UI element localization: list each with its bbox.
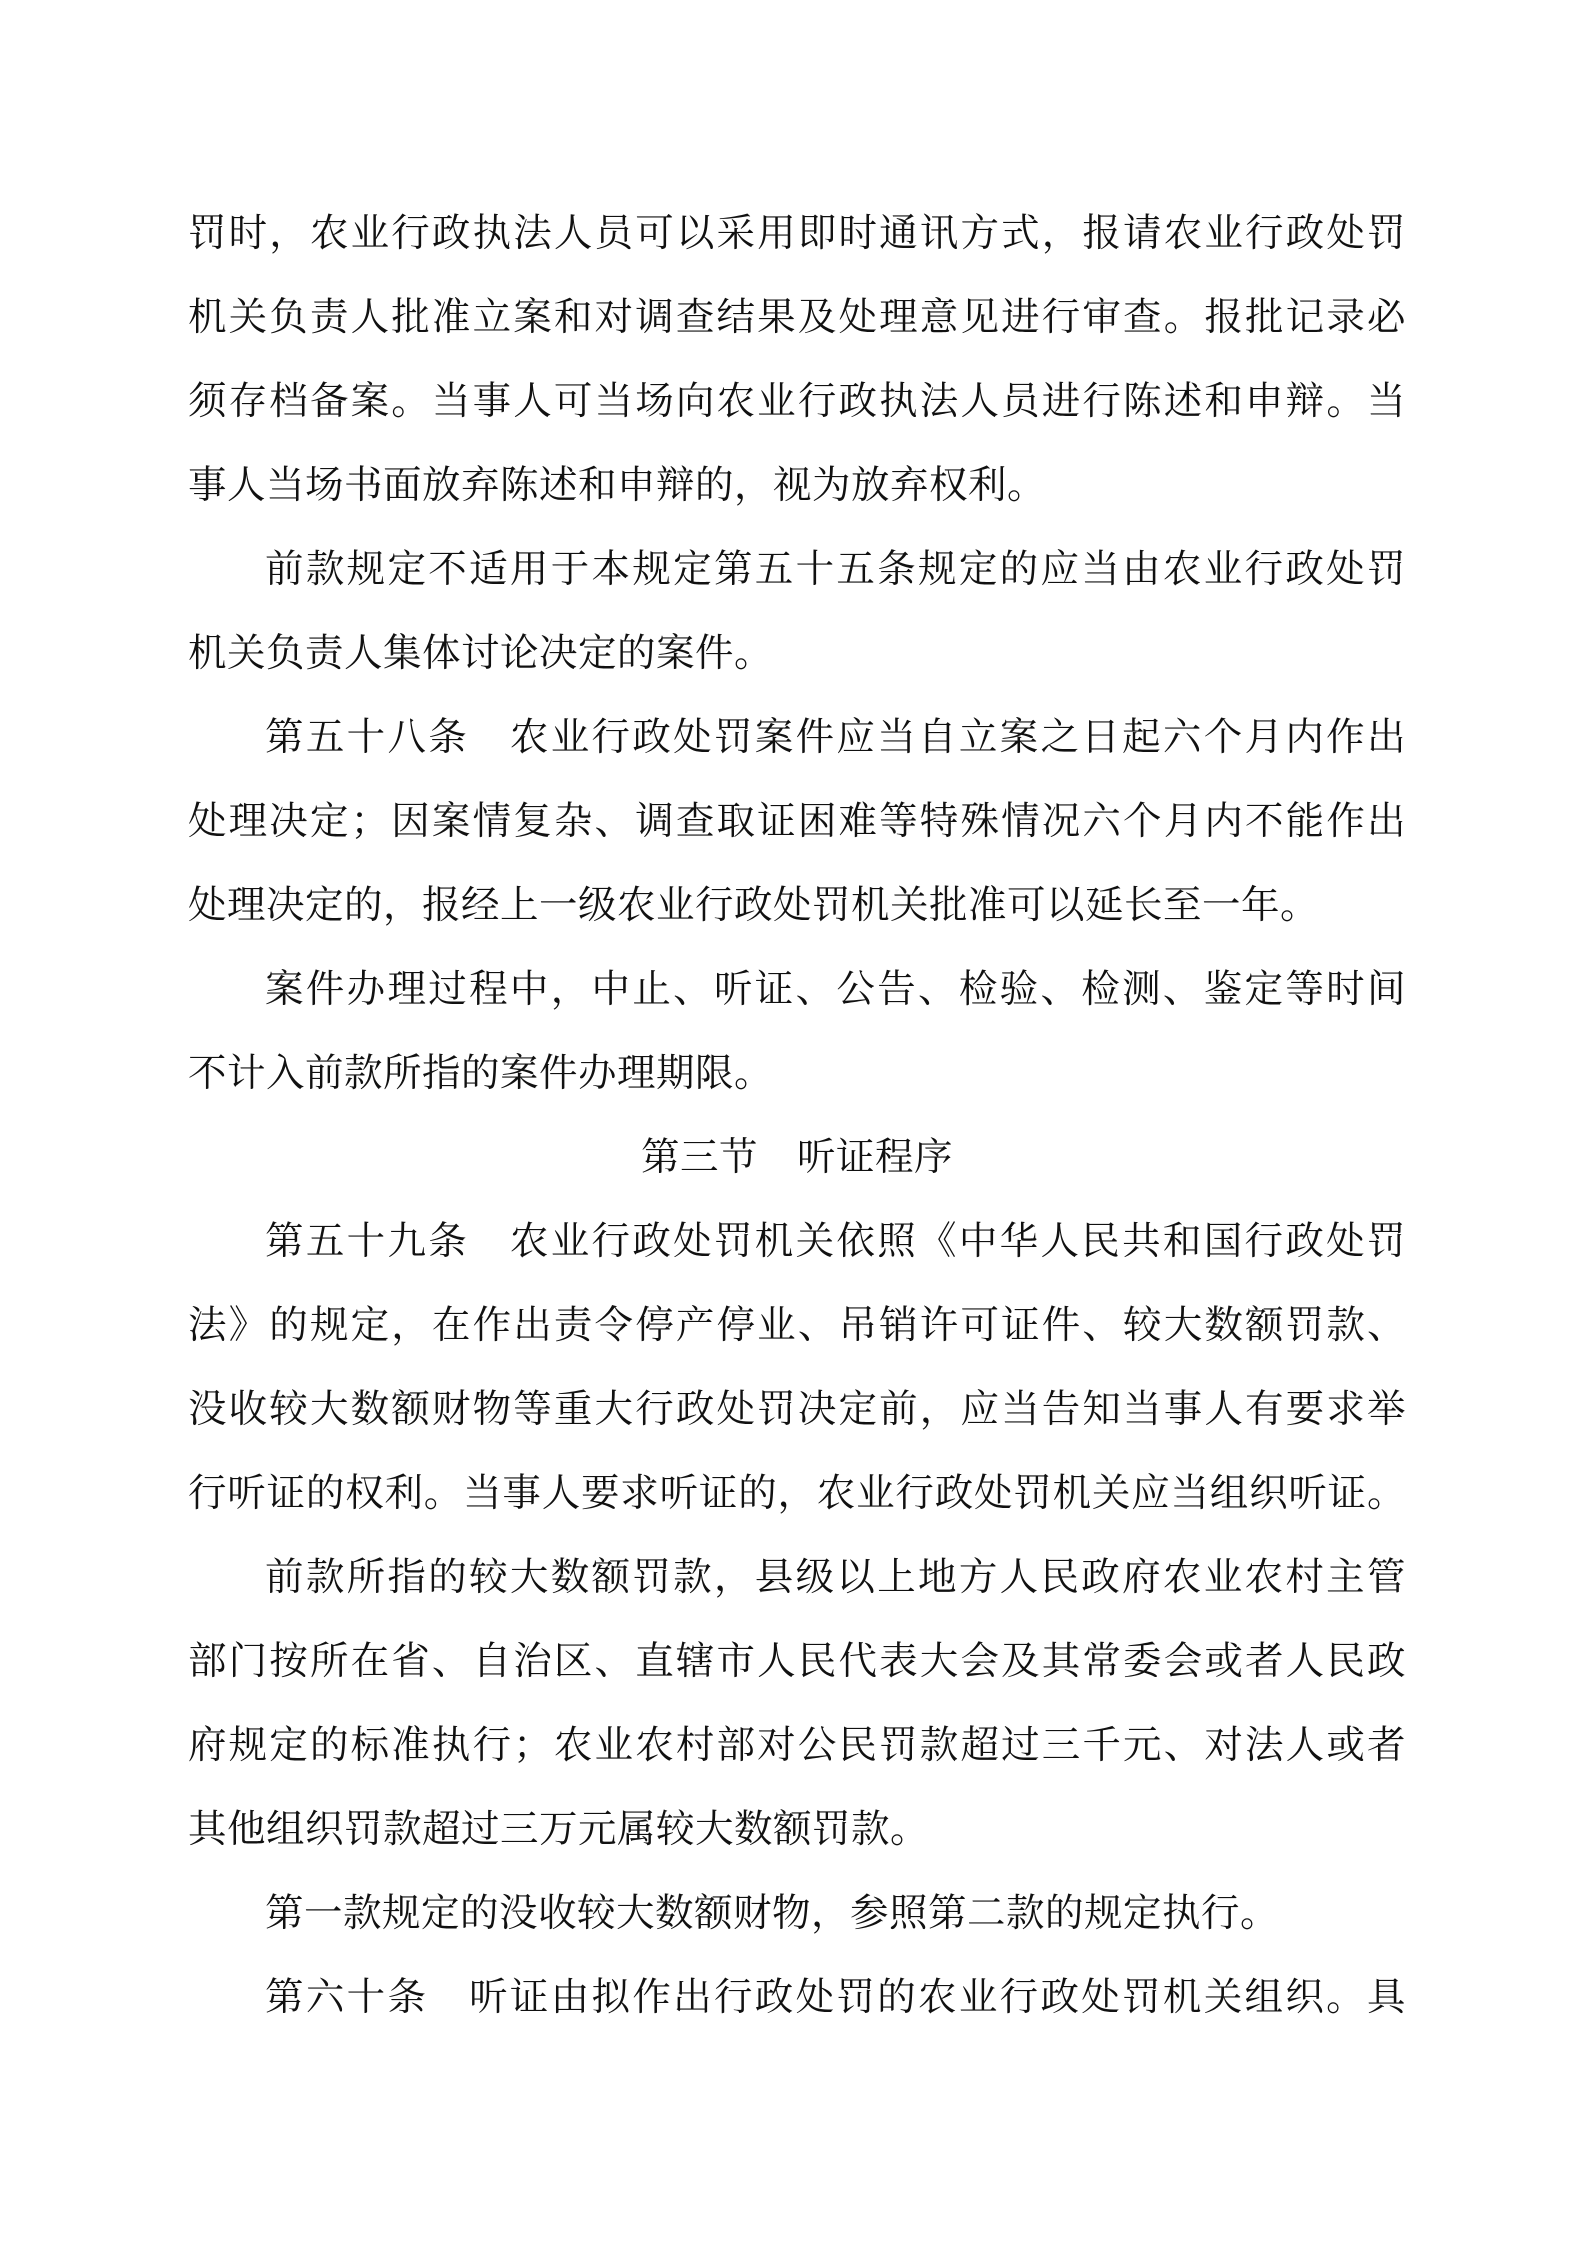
paragraph-start: 第一款规定的没收较大数额财物，参照第二款的规定执行。 bbox=[265, 1891, 1280, 1936]
text-line: 须存档备案。当事人可当场向农业行政执法人员进行陈述和申辩。当 bbox=[188, 379, 1406, 424]
text-line: 法》的规定，在作出责令停产停业、吊销许可证件、较大数额罚款、 bbox=[188, 1303, 1406, 1348]
text-line: 机关负责人批准立案和对调查结果及处理意见进行审查。报批记录必 bbox=[188, 295, 1406, 340]
text-line: 处理决定的，报经上一级农业行政处罚机关批准可以延长至一年。 bbox=[188, 883, 1320, 928]
document-body bbox=[188, 192, 1406, 2040]
section-heading: 第三节 听证程序 bbox=[640, 1135, 953, 1180]
text-line: 罚时，农业行政执法人员可以采用即时通讯方式，报请农业行政处罚 bbox=[188, 211, 1406, 256]
article-60-start: 第六十条 听证由拟作出行政处罚的农业行政处罚机关组织。具 bbox=[265, 1975, 1406, 2020]
text-line: 事人当场书面放弃陈述和申辩的，视为放弃权利。 bbox=[188, 463, 1047, 508]
text-line: 其他组织罚款超过三万元属较大数额罚款。 bbox=[188, 1807, 930, 1852]
article-58-start: 第五十八条 农业行政处罚案件应当自立案之日起六个月内作出 bbox=[265, 715, 1406, 760]
paragraph-start: 前款规定不适用于本规定第五十五条规定的应当由农业行政处罚 bbox=[265, 547, 1406, 592]
article-59-start: 第五十九条 农业行政处罚机关依照《中华人民共和国行政处罚 bbox=[265, 1219, 1406, 1264]
text-line: 行听证的权利。当事人要求听证的，农业行政处罚机关应当组织听证。 bbox=[188, 1471, 1406, 1516]
paragraph-start: 案件办理过程中，中止、听证、公告、检验、检测、鉴定等时间 bbox=[265, 967, 1406, 1012]
text-line: 不计入前款所指的案件办理期限。 bbox=[188, 1051, 774, 1096]
text-line: 部门按所在省、自治区、直辖市人民代表大会及其常委会或者人民政 bbox=[188, 1639, 1406, 1684]
text-line: 府规定的标准执行；农业农村部对公民罚款超过三千元、对法人或者 bbox=[188, 1723, 1406, 1768]
text-line: 处理决定；因案情复杂、调查取证困难等特殊情况六个月内不能作出 bbox=[188, 799, 1406, 844]
text-line: 机关负责人集体讨论决定的案件。 bbox=[188, 631, 774, 676]
paragraph-start: 前款所指的较大数额罚款，县级以上地方人民政府农业农村主管 bbox=[265, 1555, 1406, 1600]
text-line: 没收较大数额财物等重大行政处罚决定前，应当告知当事人有要求举 bbox=[188, 1387, 1406, 1432]
